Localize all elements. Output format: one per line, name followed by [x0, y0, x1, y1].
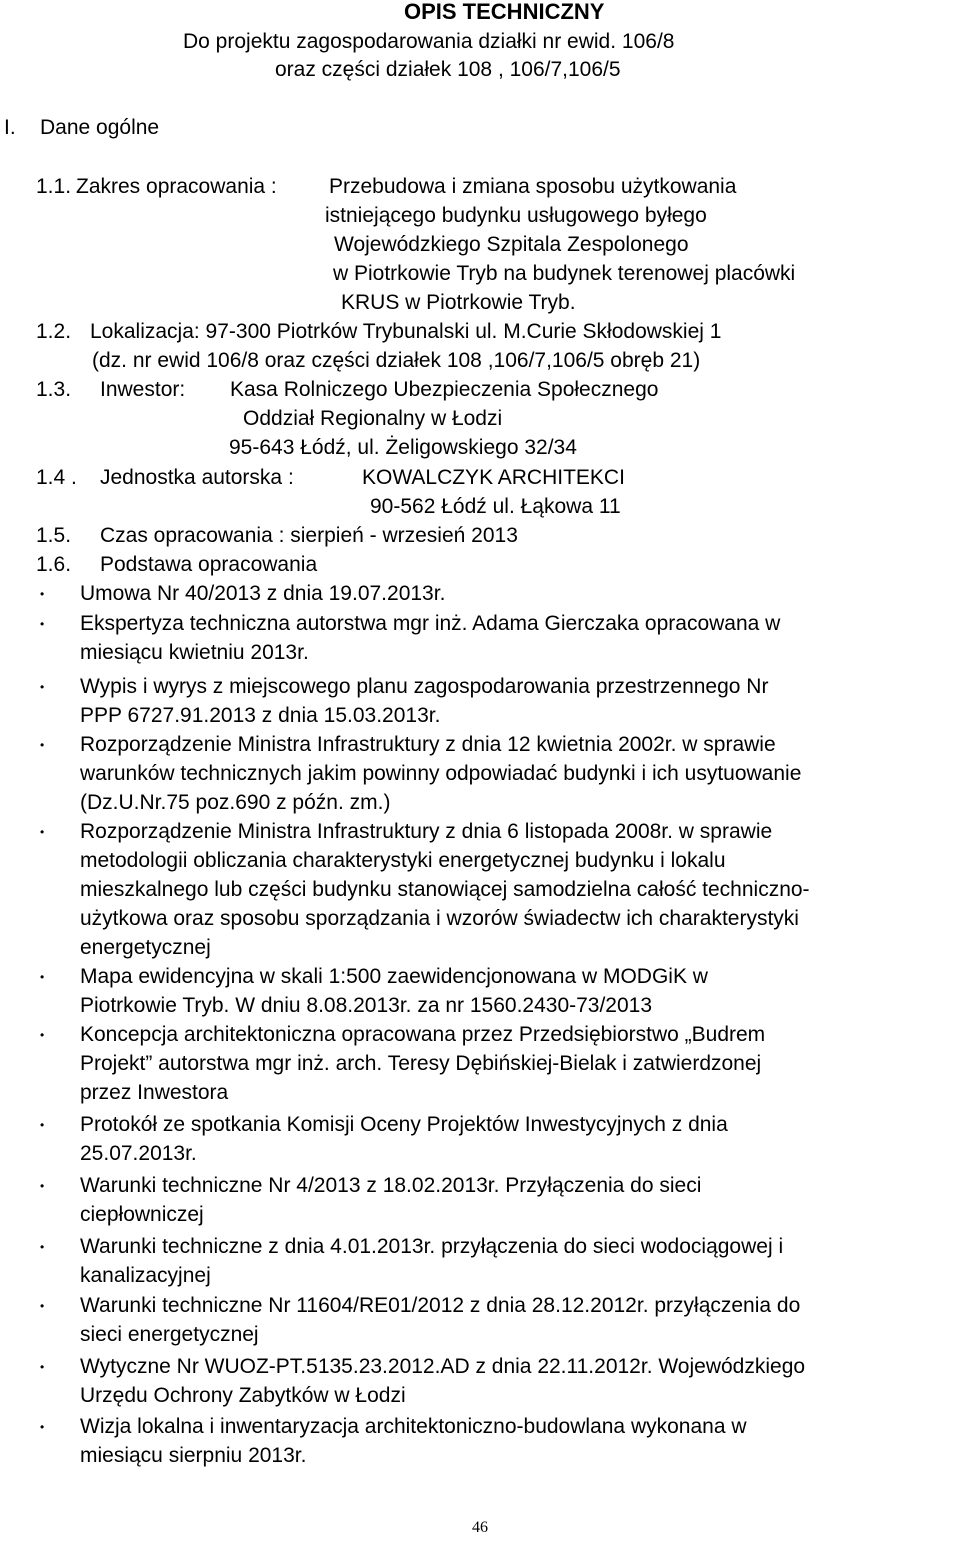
list-item-line: sieci energetycznej: [80, 1323, 259, 1346]
list-item-line: Urzędu Ochrony Zabytków w Łodzi: [80, 1384, 406, 1407]
item-1-3-line-1: Kasa Rolniczego Ubezpieczenia Społecznego: [230, 378, 659, 401]
list-item-line: metodologii obliczania charakterystyki energetycznej budynku i lokalu: [80, 849, 726, 872]
bullet-icon: •: [40, 1118, 45, 1132]
bullet-icon: •: [40, 738, 45, 752]
list-item-line: (Dz.U.Nr.75 poz.690 z późn. zm.): [80, 791, 391, 814]
list-item-line: Projekt” autorstwa mgr inż. arch. Teresy Dębińskiej-Bielak i zatwierdzonej: [80, 1052, 762, 1075]
list-item-line: Wizja lokalna i inwentaryzacja architektoniczno-budowlana wykonana w: [80, 1415, 747, 1438]
item-1-4-line-2: 90-562 Łódź ul. Łąkowa 11: [370, 495, 621, 518]
item-1-3-number: 1.3.: [36, 378, 72, 401]
bullet-icon: •: [40, 617, 45, 631]
section-number: I.: [4, 116, 16, 139]
list-item-line: Protokół ze spotkania Komisji Oceny Projektów Inwestycyjnych z dnia: [80, 1113, 728, 1136]
list-item-line: Koncepcja architektoniczna opracowana przez Przedsiębiorstwo „Budrem: [80, 1023, 766, 1046]
item-1-5-number: 1.5.: [36, 524, 72, 547]
document-subtitle-line-1: Do projektu zagospodarowania działki nr ewid. 106/8: [183, 30, 675, 53]
item-1-2-line-2: (dz. nr ewid 106/8 oraz części działek 108 ,106/7,106/5 obręb 21): [92, 349, 701, 372]
list-item-line: Umowa Nr 40/2013 z dnia 19.07.2013r.: [80, 582, 446, 605]
list-item-line: Rozporządzenie Ministra Infrastruktury z dnia 6 listopada 2008r. w sprawie: [80, 820, 773, 843]
list-item-line: 25.07.2013r.: [80, 1142, 197, 1165]
list-item-line: kanalizacyjnej: [80, 1264, 211, 1287]
section-title: Dane ogólne: [40, 116, 160, 139]
item-1-4-line-1: KOWALCZYK ARCHITEKCI: [362, 466, 625, 489]
item-1-2-number: 1.2.: [36, 320, 72, 343]
item-1-2-line-1: Lokalizacja: 97-300 Piotrków Trybunalski ul. M.Curie Skłodowskiej 1: [90, 320, 722, 343]
list-item-line: Wypis i wyrys z miejscowego planu zagospodarowania przestrzennego Nr: [80, 675, 769, 698]
item-1-1-line-2: istniejącego budynku usługowego byłego: [325, 204, 707, 227]
item-1-1-label: Zakres opracowania :: [76, 175, 277, 198]
bullet-icon: •: [40, 970, 45, 984]
page-number: 46: [472, 1519, 488, 1536]
bullet-icon: •: [40, 1240, 45, 1254]
list-item-line: Warunki techniczne z dnia 4.01.2013r. przyłączenia do sieci wodociągowej i: [80, 1235, 784, 1258]
document-title: OPIS TECHNICZNY: [404, 0, 605, 24]
list-item-line: Warunki techniczne Nr 11604/RE01/2012 z dnia 28.12.2012r. przyłączenia do: [80, 1294, 801, 1317]
item-1-1-number: 1.1.: [36, 175, 72, 198]
list-item-line: Piotrkowie Tryb. W dniu 8.08.2013r. za nr 1560.2430-73/2013: [80, 994, 653, 1017]
item-1-1-line-3: Wojewódzkiego Szpitala Zespolonego: [334, 233, 689, 256]
item-1-1-line-1: Przebudowa i zmiana sposobu użytkowania: [329, 175, 737, 198]
bullet-icon: •: [40, 1028, 45, 1042]
document-subtitle-line-2: oraz części działek 108 , 106/7,106/5: [275, 58, 621, 81]
list-item-line: energetycznej: [80, 936, 211, 959]
list-item-line: Warunki techniczne Nr 4/2013 z 18.02.2013r. Przyłączenia do sieci: [80, 1174, 702, 1197]
bullet-icon: •: [40, 825, 45, 839]
item-1-6-line-1: Podstawa opracowania: [100, 553, 318, 576]
bullet-icon: •: [40, 1299, 45, 1313]
item-1-1-line-4: w Piotrkowie Tryb na budynek terenowej placówki: [333, 262, 796, 285]
list-item-line: Ekspertyza techniczna autorstwa mgr inż. Adama Gierczaka opracowana w: [80, 612, 781, 635]
list-item-line: ciepłowniczej: [80, 1203, 204, 1226]
list-item-line: Mapa ewidencyjna w skali 1:500 zaewidencjonowana w MODGiK w: [80, 965, 708, 988]
item-1-3-line-2: Oddział Regionalny w Łodzi: [243, 407, 503, 430]
list-item-line: użytkowa oraz sposobu sporządzania i wzorów świadectw ich charakterystyki: [80, 907, 799, 930]
list-item-line: miesiącu kwietniu 2013r.: [80, 641, 309, 664]
list-item-line: Rozporządzenie Ministra Infrastruktury z dnia 12 kwietnia 2002r. w sprawie: [80, 733, 776, 756]
list-item-line: PPP 6727.91.2013 z dnia 15.03.2013r.: [80, 704, 441, 727]
bullet-icon: •: [40, 1420, 45, 1434]
list-item-line: warunków technicznych jakim powinny odpowiadać budynki i ich usytuowanie: [80, 762, 802, 785]
list-item-line: Wytyczne Nr WUOZ-PT.5135.23.2012.AD z dnia 22.11.2012r. Wojewódzkiego: [80, 1355, 806, 1378]
item-1-6-number: 1.6.: [36, 553, 72, 576]
item-1-4-number: 1.4 .: [36, 466, 77, 489]
bullet-icon: •: [40, 587, 45, 601]
bullet-icon: •: [40, 1360, 45, 1374]
list-item-line: przez Inwestora: [80, 1081, 229, 1104]
item-1-3-label: Inwestor:: [100, 378, 186, 401]
bullet-icon: •: [40, 680, 45, 694]
list-item-line: miesiącu sierpniu 2013r.: [80, 1444, 307, 1467]
item-1-4-label: Jednostka autorska :: [100, 466, 294, 489]
item-1-3-line-3: 95-643 Łódź, ul. Żeligowskiego 32/34: [229, 436, 577, 459]
item-1-1-line-5: KRUS w Piotrkowie Tryb.: [341, 291, 576, 314]
list-item-line: mieszkalnego lub części budynku stanowiącej samodzielna całość techniczno-: [80, 878, 810, 901]
item-1-5-line-1: Czas opracowania : sierpień - wrzesień 2013: [100, 524, 518, 547]
bullet-icon: •: [40, 1179, 45, 1193]
